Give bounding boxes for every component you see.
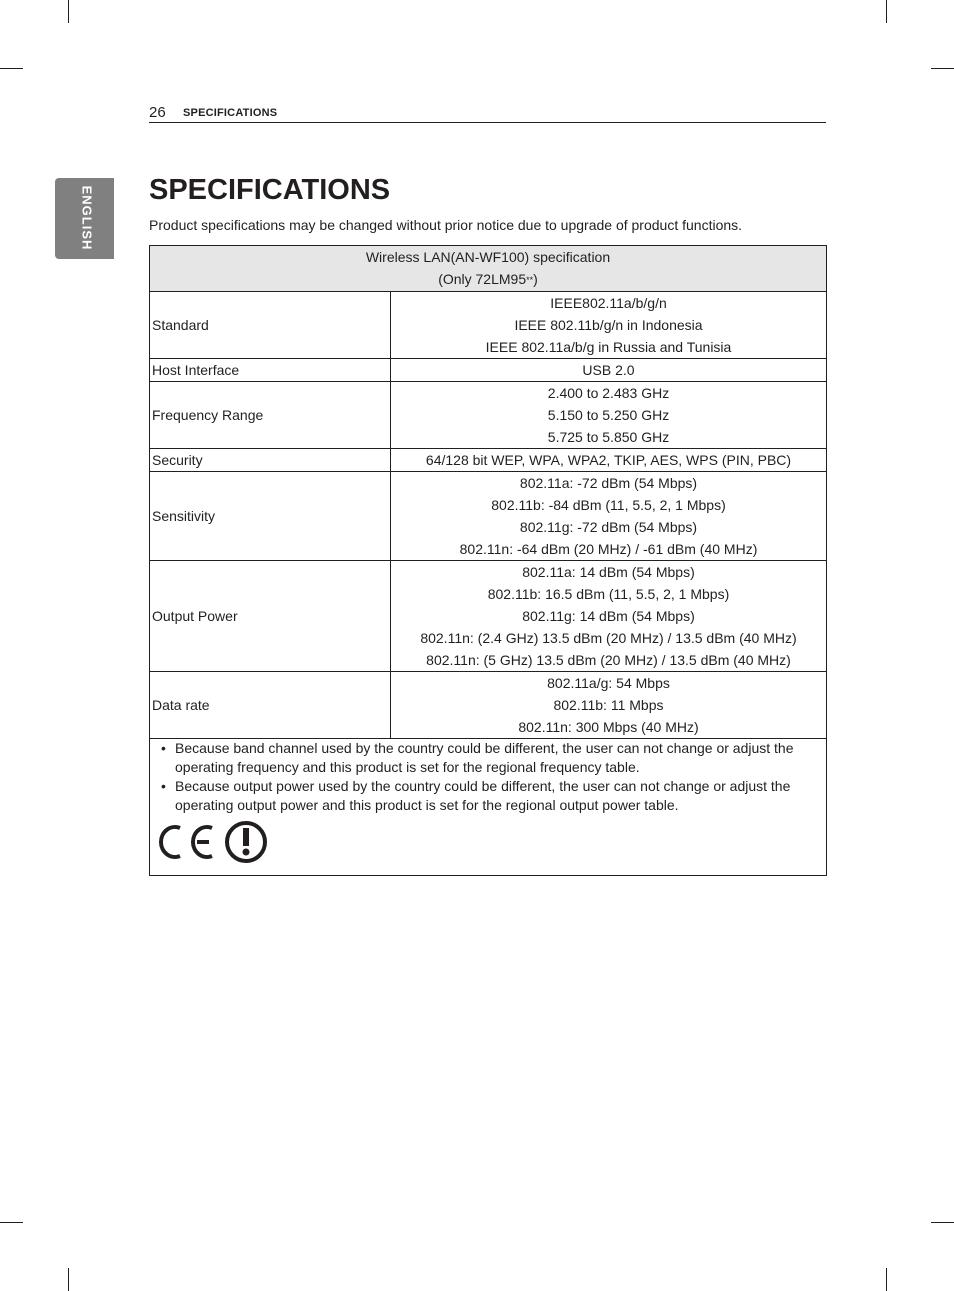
- spec-label: Standard: [150, 292, 391, 359]
- spec-value-line: 802.11n: -64 dBm (20 MHz) / -61 dBm (40 MHz): [459, 541, 758, 557]
- spec-value-line: 5.725 to 5.850 GHz: [547, 429, 670, 445]
- note-item: [154, 777, 822, 815]
- spec-value-line: 802.11a: -72 dBm (54 Mbps): [519, 475, 698, 491]
- spec-value-line: 802.11b: 16.5 dBm (11, 5.5, 2, 1 Mbps): [487, 586, 730, 602]
- crop-mark: [68, 0, 69, 23]
- crop-mark: [931, 1222, 954, 1223]
- crop-mark: [931, 68, 954, 69]
- caption-line: Wireless LAN(AN-WF100) specification: [365, 249, 611, 265]
- spec-row: [150, 382, 827, 449]
- spec-row: [150, 472, 827, 561]
- spec-value: [391, 382, 827, 449]
- marks-svg: [154, 815, 274, 871]
- language-tab: [55, 178, 114, 259]
- bullet: •: [161, 740, 166, 756]
- intro-text: Product specifications may be changed without prior notice due to upgrade of product functions.: [149, 217, 743, 233]
- certification-marks: [154, 815, 822, 871]
- crop-mark: [0, 1222, 23, 1223]
- caption-line: [152, 268, 824, 291]
- notes-cell: [150, 739, 827, 876]
- spec-value: [391, 449, 827, 472]
- spec-value-line: 802.11b: 11 Mbps: [553, 697, 664, 713]
- crop-mark: [68, 1268, 69, 1291]
- spec-value: [391, 672, 827, 739]
- bullet: •: [161, 778, 166, 794]
- header-section-title: SPECIFICATIONS: [183, 107, 278, 119]
- spec-value-line: IEEE802.11a/b/g/n: [550, 295, 667, 311]
- page-title: SPECIFICATIONS: [149, 174, 391, 206]
- spec-value-line: 802.11b: -84 dBm (11, 5.5, 2, 1 Mbps): [491, 497, 726, 513]
- page-header: [149, 104, 826, 123]
- spec-row: [150, 359, 827, 382]
- caption-model: (Only 72LM95: [438, 271, 527, 287]
- spec-label: Security: [150, 449, 391, 472]
- spec-value-line: 802.11n: (2.4 GHz) 13.5 dBm (20 MHz) / 13.5 dBm (40 MHz): [420, 630, 797, 646]
- alert-mark-icon: [227, 823, 265, 861]
- spec-value-line: 802.11g: -72 dBm (54 Mbps): [519, 519, 698, 535]
- spec-value: [391, 561, 827, 672]
- spec-label: Host Interface: [150, 359, 391, 382]
- spec-value-line: 2.400 to 2.483 GHz: [547, 385, 670, 401]
- spec-value-line: 802.11g: 14 dBm (54 Mbps): [522, 608, 695, 624]
- spec-row: [150, 292, 827, 359]
- note-text: Because band channel used by the country could be different, the user can not change or adjust the operating frequency and this product is set for the regional frequency table.: [175, 740, 794, 775]
- spec-label: Frequency Range: [150, 382, 391, 449]
- page-number: 26: [149, 104, 166, 121]
- spec-value-line: 5.150 to 5.250 GHz: [547, 407, 670, 423]
- spec-value: [391, 472, 827, 561]
- spec-value-line: 64/128 bit WEP, WPA, WPA2, TKIP, AES, WPS (PIN, PBC): [425, 452, 792, 468]
- spec-label: Sensitivity: [150, 472, 391, 561]
- notes-list: [154, 739, 822, 815]
- spec-value-line: 802.11n: 300 Mbps (40 MHz): [518, 719, 699, 735]
- caption-end: ): [533, 271, 538, 287]
- language-tab-label: ENGLISH: [79, 185, 95, 251]
- spec-value-line: 802.11a: 14 dBm (54 Mbps): [522, 564, 695, 580]
- spec-label: Data rate: [150, 672, 391, 739]
- crop-mark: [886, 1268, 887, 1291]
- spec-value-line: IEEE 802.11b/g/n in Indonesia: [514, 317, 703, 333]
- spec-value-line: IEEE 802.11a/b/g in Russia and Tunisia: [485, 339, 732, 355]
- spec-value-line: 802.11a/g: 54 Mbps: [547, 675, 670, 691]
- caption-sup: **: [526, 275, 534, 285]
- spec-table: [149, 245, 827, 876]
- spec-value: [391, 292, 827, 359]
- ce-mark-icon: [161, 827, 212, 857]
- note-item: [154, 739, 822, 777]
- spec-value-line: USB 2.0: [582, 362, 635, 378]
- spec-value: [391, 359, 827, 382]
- note-text: Because output power used by the country could be different, the user can not change or adjust the operating output power and this product is set for the regional output power table.: [175, 778, 791, 813]
- spec-value-line: 802.11n: (5 GHz) 13.5 dBm (20 MHz) / 13.5 dBm (40 MHz): [426, 652, 791, 668]
- spec-row: [150, 672, 827, 739]
- crop-mark: [0, 68, 23, 69]
- spec-row: [150, 561, 827, 672]
- crop-mark: [886, 0, 887, 23]
- spec-label: Output Power: [150, 561, 391, 672]
- spec-row: [150, 449, 827, 472]
- spec-table-caption: [150, 246, 827, 292]
